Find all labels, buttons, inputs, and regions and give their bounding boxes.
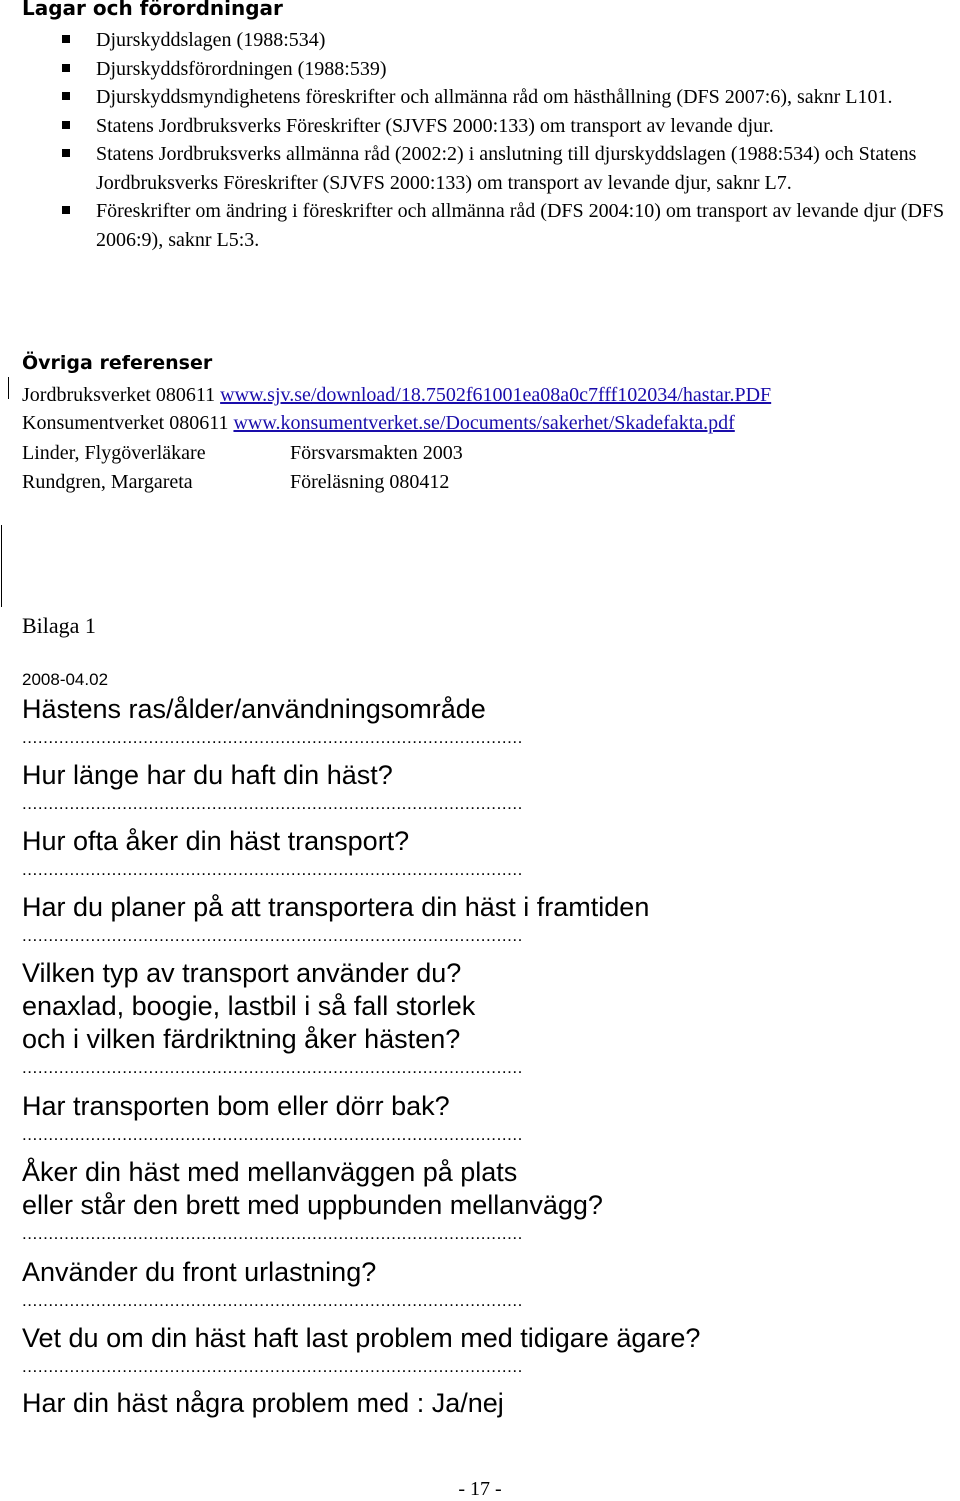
reference-link[interactable]: www.sjv.se/download/18.7502f61001ea08a0c7fff102034/hastar.PDF — [220, 384, 772, 406]
answer-line: ............................................................................................... — [22, 1291, 523, 1310]
list-item: Djurskyddsförordningen (1988:539) — [62, 55, 957, 84]
square-bullet-icon — [62, 121, 70, 129]
list-item: Föreskrifter om ändring i föreskrifter och allmänna råd (DFS 2004:10) om transport av levande djur (DFS 2006:9), saknr L5:3. — [62, 197, 957, 254]
square-bullet-icon — [62, 206, 70, 214]
reference-link[interactable]: www.konsumentverket.se/Documents/sakerhet/Skadefakta.pdf — [233, 412, 735, 434]
reference-row: Linder, Flygöverläkare Försvarsmakten 2003 — [22, 442, 463, 464]
question-text: Åker din häst med mellanväggen på plats — [22, 1157, 518, 1187]
list-item: Djurskyddslagen (1988:534) — [62, 26, 957, 55]
square-bullet-icon — [62, 149, 70, 157]
answer-line: ............................................................................................... — [22, 926, 523, 945]
question-text: Hästens ras/ålder/användningsområde — [22, 694, 486, 724]
question-text: eller står den brett med uppbunden mellanvägg? — [22, 1190, 603, 1220]
question-text: Vilken typ av transport använder du? — [22, 958, 462, 988]
square-bullet-icon — [62, 92, 70, 100]
question-text: Vet du om din häst haft last problem med tidigare ägare? — [22, 1323, 701, 1353]
appendix-date: 2008-04.02 — [22, 670, 109, 689]
list-item: Statens Jordbruksverks Föreskrifter (SJVFS 2000:133) om transport av levande djur. — [62, 112, 957, 141]
question-text: och i vilken färdriktning åker hästen? — [22, 1024, 461, 1054]
answer-line: ............................................................................................... — [22, 728, 523, 747]
question-text: enaxlad, boogie, lastbil i så fall storlek — [22, 991, 476, 1021]
list-item: Djurskyddsmyndighetens föreskrifter och allmänna råd om hästhållning (DFS 2007:6), saknr L101. — [62, 83, 957, 112]
change-bar — [8, 377, 9, 399]
answer-line: ............................................................................................... — [22, 860, 523, 879]
square-bullet-icon — [62, 64, 70, 72]
question-text: Hur länge har du haft din häst? — [22, 760, 393, 790]
laws-heading: Lagar och förordningar — [22, 0, 283, 20]
references-heading: Övriga referenser — [22, 352, 213, 374]
change-bar — [1, 525, 2, 607]
page-number: - 17 - — [458, 1478, 502, 1500]
reference-row: Rundgren, Margareta Föreläsning 080412 — [22, 471, 450, 493]
question-text: Hur ofta åker din häst transport? — [22, 826, 410, 856]
answer-line: ............................................................................................... — [22, 1224, 523, 1243]
appendix-title: Bilaga 1 — [22, 613, 96, 638]
answer-line: ............................................................................................... — [22, 794, 523, 813]
reference-line: Jordbruksverket 080611 www.sjv.se/download/18.7502f61001ea08a0c7fff102034/hastar.PDF — [22, 384, 772, 406]
question-text: Har transporten bom eller dörr bak? — [22, 1091, 450, 1121]
question-text: Har du planer på att transportera din häst i framtiden — [22, 892, 650, 922]
list-item: Statens Jordbruksverks allmänna råd (2002:2) i anslutning till djurskyddslagen (1988:534) och Statens Jordbruksverks Föreskrifter (SJVFS 2000:133) om transport av levande djur, saknr L7. — [62, 140, 957, 197]
laws-list — [62, 26, 957, 254]
question-text: Använder du front urlastning? — [22, 1257, 377, 1287]
reference-line: Konsumentverket 080611 www.konsumentverket.se/Documents/sakerhet/Skadefakta.pdf — [22, 412, 735, 434]
answer-line: ............................................................................................... — [22, 1357, 523, 1376]
answer-line: ............................................................................................... — [22, 1125, 523, 1144]
square-bullet-icon — [62, 35, 70, 43]
question-text: Har din häst några problem med : Ja/nej — [22, 1388, 504, 1418]
answer-line: ............................................................................................... — [22, 1058, 523, 1077]
